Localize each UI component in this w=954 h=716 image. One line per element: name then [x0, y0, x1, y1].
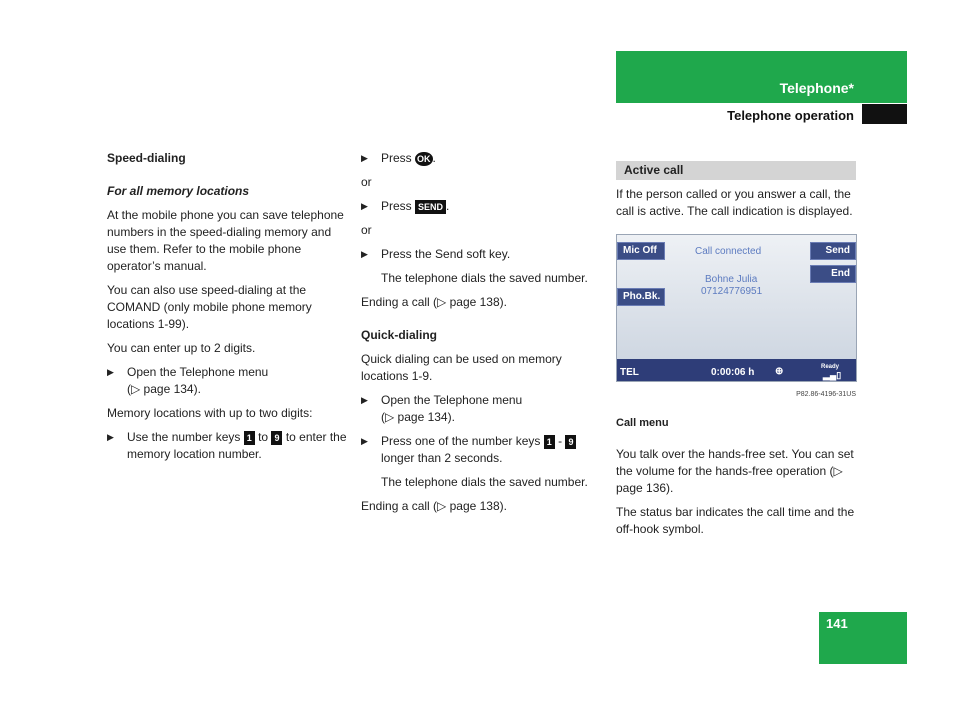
tel-label: TEL: [620, 367, 639, 378]
figure-caption: Call menu: [616, 417, 669, 429]
bullet-item: ▶ Press one of the number keys 1 - 9 longer than 2 seconds.: [361, 433, 603, 467]
off-hook-icon: ⊕: [775, 366, 784, 377]
or-text: or: [361, 175, 372, 189]
paragraph: You talk over the hands-free set. You can set the volume for the hands-free operation (▷ page 136).: [616, 447, 854, 495]
bullet-arrow-icon: ▶: [107, 432, 114, 442]
paragraph: The status bar indicates the call time and the off-hook symbol.: [616, 505, 855, 536]
page-number: 141: [826, 616, 848, 631]
cross-reference: Ending a call (▷ page 138).: [361, 295, 507, 309]
result-text: The telephone dials the saved number.: [381, 271, 588, 285]
phonebook-button[interactable]: Pho.Bk.: [617, 288, 665, 306]
bullet-item: ▶ Open the Telephone menu (▷ page 134).: [107, 365, 269, 396]
section-title: Telephone*: [779, 80, 854, 96]
column-3: [616, 161, 856, 545]
caller-number: 07124776951: [701, 286, 763, 297]
figure-code: P82.86-4196-31US: [796, 391, 856, 398]
key-9-icon: 9: [565, 435, 576, 449]
section-tab: [616, 51, 907, 103]
status-bar: [617, 359, 856, 381]
subsection-title: Telephone operation: [727, 108, 854, 123]
paragraph: Quick dialing can be used on memory locations 1-9.: [361, 352, 562, 383]
key-1-icon: 1: [244, 431, 255, 445]
call-timer: 0:00:06 h: [711, 367, 755, 378]
paragraph: You can enter up to 2 digits.: [107, 341, 256, 355]
result-text: The telephone dials the saved number.: [381, 475, 588, 489]
cross-reference: Ending a call (▷ page 138).: [361, 499, 507, 513]
heading-speed-dialing: Speed-dialing: [107, 151, 186, 165]
subsection-marker: [862, 104, 907, 124]
bullet-item: ▶ Press SEND .: [361, 199, 450, 213]
ok-key-icon: OK: [417, 153, 431, 164]
call-menu-screenshot: [616, 234, 857, 382]
mic-off-button[interactable]: Mic Off: [617, 242, 665, 260]
bullet-arrow-icon: ▶: [361, 249, 368, 259]
call-status-text: Call connected: [695, 246, 762, 257]
bullet-item: ▶ Press OK .: [361, 151, 436, 165]
bullet-item: ▶ Use the number keys 1 to 9 to enter the memory location number.: [107, 430, 347, 461]
bullet-arrow-icon: ▶: [107, 367, 114, 377]
bullet-arrow-icon: ▶: [361, 153, 368, 163]
or-text: or: [361, 223, 372, 237]
heading-quick-dialing: Quick-dialing: [361, 328, 438, 342]
send-soft-key[interactable]: Send: [810, 242, 856, 260]
paragraph: Memory locations with up to two digits:: [107, 406, 313, 420]
subheading-memory-locations: For all memory locations: [107, 184, 250, 198]
bullet-item: ▶ Press the Send soft key.: [361, 247, 511, 261]
column-2: [361, 150, 603, 522]
key-1-icon: 1: [544, 435, 555, 449]
paragraph: If the person called or you answer a call, the call is active. The call indication is displayed.: [616, 187, 853, 218]
paragraph: At the mobile phone you can save telephone numbers in the speed-dialing memory and use them. Refer to the mobile phone operator’s manual.: [107, 208, 344, 273]
paragraph: You can also use speed-dialing at the COMAND (only mobile phone memory locations 1-99).: [107, 283, 312, 331]
bullet-arrow-icon: ▶: [361, 436, 368, 446]
bullet-item: ▶ Open the Telephone menu (▷ page 134).: [361, 393, 523, 424]
end-soft-key[interactable]: End: [810, 265, 856, 283]
send-key-icon: SEND: [415, 200, 446, 214]
bullet-arrow-icon: ▶: [361, 201, 368, 211]
bullet-arrow-icon: ▶: [361, 395, 368, 405]
signal-strength-icon: ▂▄▯: [823, 370, 842, 380]
key-9-icon: 9: [271, 431, 282, 445]
heading-active-call: Active call: [616, 161, 856, 180]
caller-name: Bohne Julia: [705, 274, 758, 285]
ready-label: Ready: [821, 364, 840, 370]
column-1: [107, 150, 347, 470]
